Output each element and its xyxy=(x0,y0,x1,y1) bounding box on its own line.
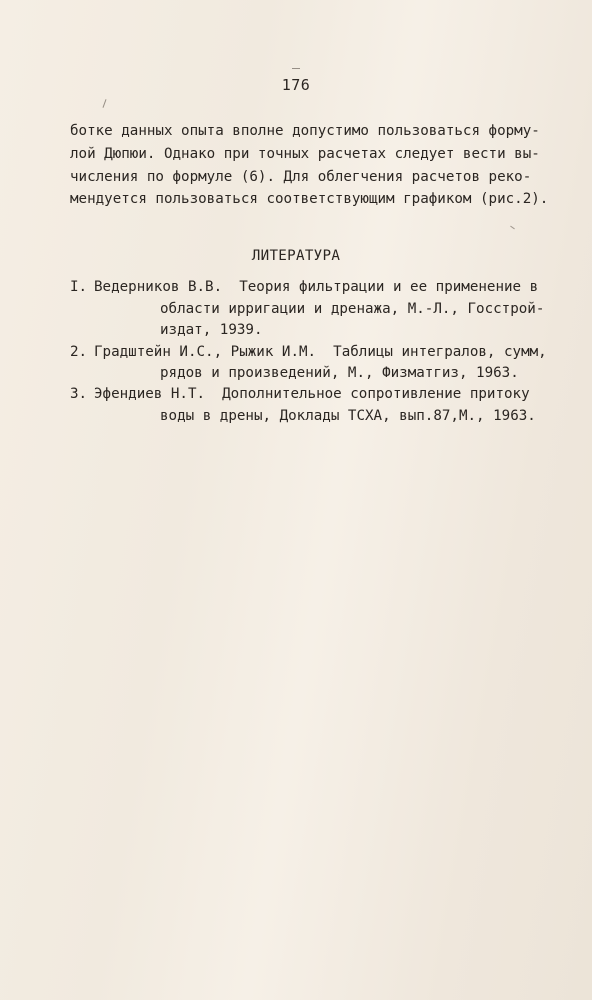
paragraph-line: мендуется пользоваться соответствующим графиком (рис.2). xyxy=(70,191,549,207)
reference-line: Эфендиев Н.Т. Дополнительное сопротивление притоку xyxy=(94,386,530,402)
stray-mark xyxy=(292,68,300,69)
reference-line: Ведерников В.В. Теория фильтрации и ее применение в xyxy=(94,279,539,295)
paragraph-line: числения по формуле (6). Для облегчения расчетов реко- xyxy=(70,169,532,185)
reference-number: I. xyxy=(70,279,88,295)
stray-mark xyxy=(510,226,515,230)
stray-mark xyxy=(102,99,106,108)
page-number: 176 xyxy=(281,76,311,94)
references-heading: ЛИТЕРАТУРА xyxy=(251,248,341,264)
paragraph-line: ботке данных опыта вполне допустимо пользоваться форму- xyxy=(70,123,540,139)
reference-number: 3. xyxy=(70,386,88,402)
reference-line: Градштейн И.С., Рыжик И.М. Таблицы интегралов, сумм, xyxy=(94,344,547,360)
reference-line: воды в дрены, Доклады ТСХА, вып.87,М., 1963. xyxy=(160,408,536,424)
paragraph-line: лой Дюпюи. Однако при точных расчетах следует вести вы- xyxy=(70,146,540,162)
reference-line: рядов и произведений, М., Физматгиз, 1963. xyxy=(160,365,519,381)
reference-line: издат, 1939. xyxy=(160,322,263,338)
reference-line: области ирригации и дренажа, М.-Л., Госстрой- xyxy=(160,301,545,317)
reference-number: 2. xyxy=(70,344,88,360)
